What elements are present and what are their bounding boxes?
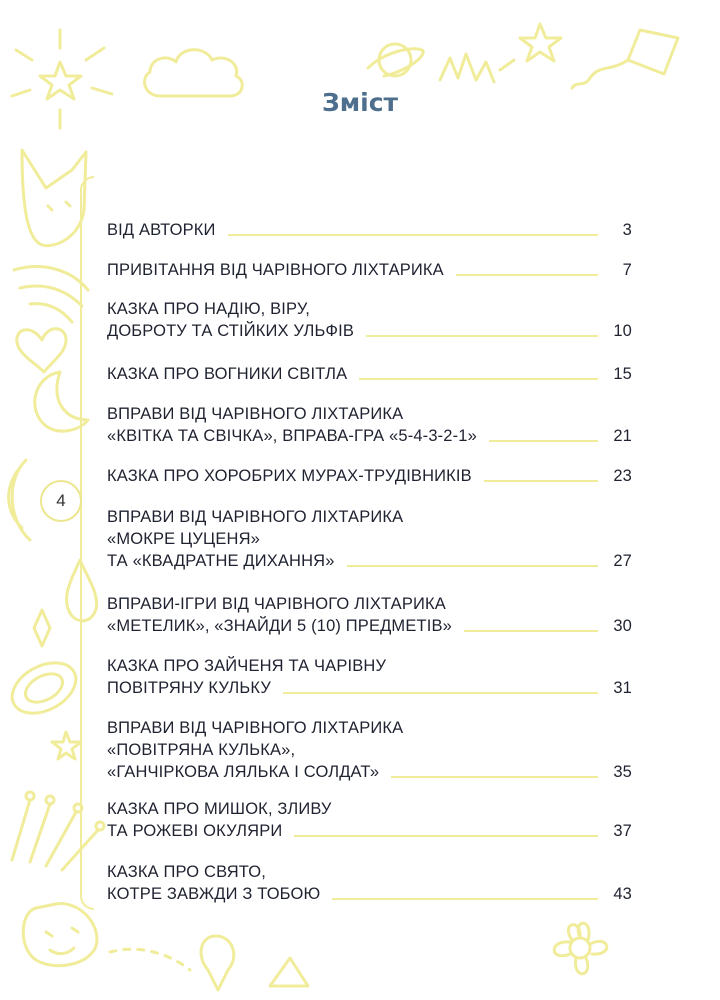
face-doodle-icon [23,904,97,966]
toc-entry[interactable] [107,403,632,447]
toc-page-number: 43 [613,885,632,903]
toc-entry-title: КАЗКА ПРО НАДІЮ, ВІРУ, [107,300,310,318]
toc-entry-title: КАЗКА ПРО СВЯТО, [107,863,266,881]
toc-page-number: 15 [613,365,632,383]
star-doodle-icon [520,24,561,61]
toc-entry-title: ВІД АВТОРКИ [107,221,216,239]
toc-entry-title: ВПРАВИ ВІД ЧАРІВНОГО ЛІХТАРИКА [107,508,404,526]
dashed-curve-doodle-icon [110,949,190,970]
galaxy-doodle-icon [4,653,85,724]
toc-page-number: 3 [622,221,632,239]
toc-entry-title: КОТРЕ ЗАВЖДИ З ТОБОЮ [107,885,321,903]
toc-entry[interactable] [107,259,632,281]
toc-entry[interactable] [107,298,632,342]
toc-page-number: 10 [613,322,632,340]
toc-page-number: 31 [613,679,632,697]
small-star-doodle-icon [52,732,81,759]
grass-doodle-icon [440,54,514,82]
toc-entry[interactable] [107,506,632,572]
toc-entry-title: ПРИВІТАННЯ ВІД ЧАРІВНОГО ЛІХТАРИКА [107,261,444,279]
wind-doodle-icon [14,267,88,322]
toc-entry[interactable] [107,798,632,842]
triangle-doodle-icon [270,958,308,986]
toc-entry[interactable] [107,655,632,699]
toc-entry[interactable] [107,717,632,783]
toc-page-number: 37 [613,822,632,840]
page-number-badge: 4 [40,480,82,522]
leader-line [456,274,598,276]
toc-entry[interactable] [107,593,632,637]
toc-entry[interactable] [107,465,632,487]
toc-page-number: 21 [613,427,632,445]
planet-doodle-icon [368,44,423,76]
leader-line [464,630,598,632]
toc-entry-title: КАЗКА ПРО ХОРОБРИХ МУРАХ-ТРУДІВНИКІВ [107,467,472,485]
leader-line [347,565,598,567]
toc-entry-title: ДОБРОТУ ТА СТІЙКИХ УЛЬФІВ [107,322,355,340]
toc-entry-title: «МЕТЕЛИК», «ЗНАЙДИ 5 (10) ПРЕДМЕТІВ» [107,617,452,635]
flower-doodle-icon [554,923,607,974]
leader-line [484,480,598,482]
toc-entry[interactable] [107,861,632,905]
toc-page-number: 7 [622,261,632,279]
toc-entry-title: ВПРАВИ ВІД ЧАРІВНОГО ЛІХТАРИКА [107,405,404,423]
heart-doodle-icon [17,329,66,372]
toc-entry-title: «ГАНЧІРКОВА ЛЯЛЬКА І СОЛДАТ» [107,763,380,781]
toc-page-number: 30 [613,617,632,635]
leader-line [366,335,598,337]
toc-page-number: 35 [613,763,632,781]
leader-line [294,835,598,837]
diamond-doodle-icon [34,610,50,646]
toc-entry-title: КАЗКА ПРО ВОГНИКИ СВІТЛА [107,365,348,383]
toc-entry-title: «ПОВІТРЯНА КУЛЬКА», [107,741,296,759]
leader-line [489,440,598,442]
toc-entry-title: ВПРАВИ ВІД ЧАРІВНОГО ЛІХТАРИКА [107,719,404,737]
page-title: Зміст [321,88,399,117]
pin-doodle-icon [201,936,234,990]
toc-entry-title: ТА РОЖЕВІ ОКУЛЯРИ [107,822,283,840]
toc-entry[interactable] [107,219,632,241]
toc-entry-title: ПОВІТРЯНУ КУЛЬКУ [107,679,271,697]
toc-entry-title: «МОКРЕ ЦУЦЕНЯ» [107,530,260,548]
fox-doodle-icon [22,150,86,246]
swirl-doodle-icon [9,460,30,540]
kite-doodle-icon [572,30,678,88]
toc-entry[interactable] [107,363,632,385]
toc-entry-title: ВПРАВИ-ІГРИ ВІД ЧАРІВНОГО ЛІХТАРИКА [107,595,446,613]
leader-line [228,234,598,236]
leader-line [391,776,598,778]
leader-line [359,378,598,380]
toc-entry-title: ТА «КВАДРАТНЕ ДИХАННЯ» [107,552,335,570]
toc-page-number: 27 [613,552,632,570]
side-frame-bracket [80,176,94,910]
toc-entry-title: КАЗКА ПРО ЗАЙЧЕНЯ ТА ЧАРІВНУ [107,657,387,675]
leader-line [332,898,598,900]
toc-entry-title: «КВІТКА ТА СВІЧКА», ВПРАВА-ГРА «5-4-3-2-1» [107,427,477,445]
toc-entry-title: КАЗКА ПРО МИШОК, ЗЛИВУ [107,800,332,818]
toc-page-number: 23 [613,467,632,485]
leader-line [283,692,598,694]
